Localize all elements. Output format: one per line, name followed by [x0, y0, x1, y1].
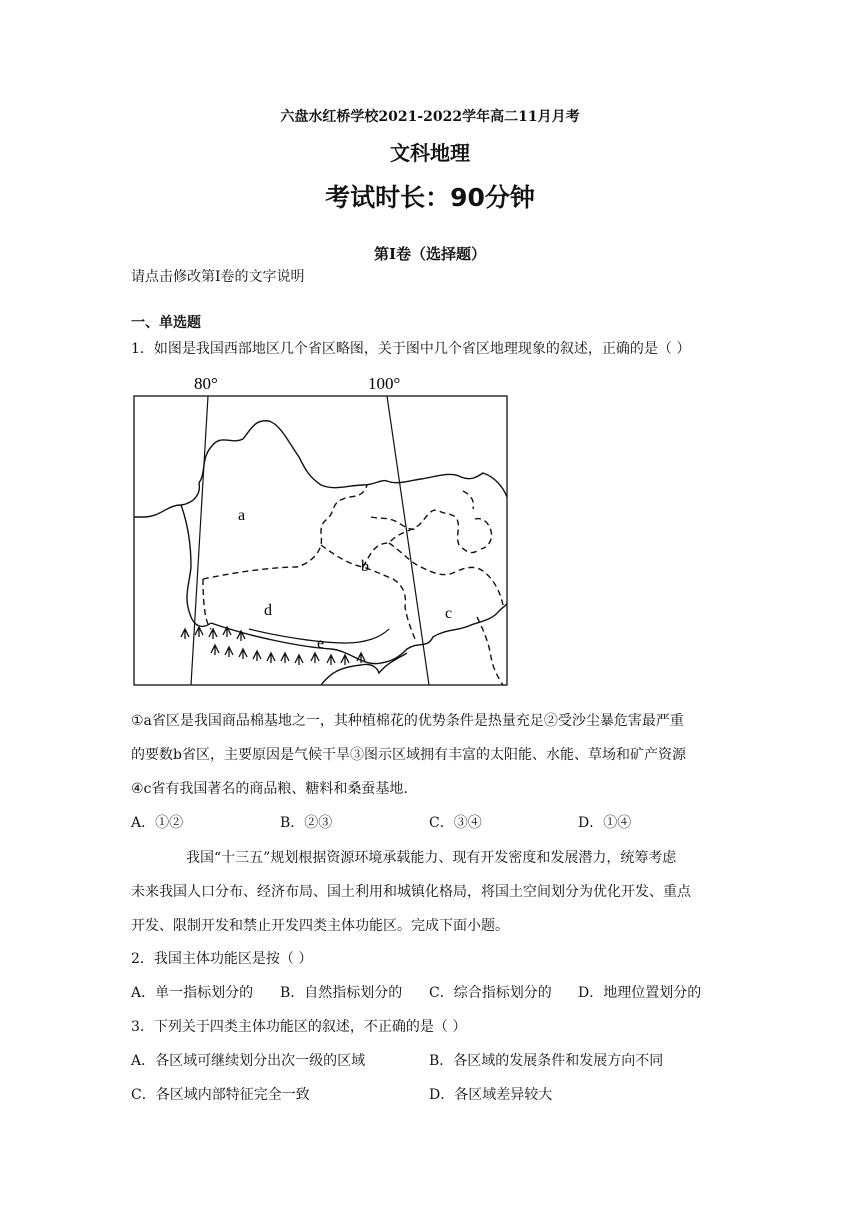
q1-statement-line-2: 的要数b省区，主要原因是气候干旱③图示区域拥有丰富的太阳能、水能、草场和矿产资源 [131, 747, 686, 763]
exam-duration: 考试时长：90分钟 [325, 183, 535, 212]
q1-option-d[interactable]: D．①④ [578, 815, 632, 831]
q2-option-c[interactable]: C．综合指标划分的 [429, 985, 552, 1001]
q1-option-a[interactable]: A．①② [131, 815, 184, 831]
q2-option-d[interactable]: D．地理位置划分的 [578, 985, 702, 1001]
q2-stem: 2．我国主体功能区是按（ ） [131, 951, 313, 967]
outer-boundary [134, 421, 507, 517]
volume-note: 请点击修改第I卷的文字说明 [131, 269, 305, 285]
longitude-line-80 [191, 396, 208, 685]
q2-option-b[interactable]: B．自然指标划分的 [280, 985, 403, 1001]
lon-label-80: 80° [194, 374, 218, 393]
q1-option-c[interactable]: C．③④ [429, 815, 482, 831]
passage-line-1: 我国“十三五”规划根据资源环境承载能力、现有开发密度和发展潜力，统筹考虑 [186, 850, 677, 866]
lon-label-100: 100° [368, 374, 401, 393]
q2-option-a[interactable]: A．单一指标划分的 [131, 985, 254, 1001]
region-label-e: e [317, 635, 325, 652]
q1-statement-line-3: ④c省有我国著名的商品粮、糖料和桑蚕基地. [131, 781, 408, 797]
mountain-symbols [181, 627, 365, 665]
school-line: 六盘水红桥学校2021-2022学年高二11月月考 [280, 109, 580, 125]
longitude-line-100 [387, 396, 429, 685]
q1-statement-line-1: ①a省区是我国商品棉基地之一，其种植棉花的优势条件是热量充足②受沙尘暴危害最严重 [131, 713, 684, 729]
province-boundaries [203, 485, 503, 685]
q1-option-b[interactable]: B．②③ [280, 815, 333, 831]
subject-title: 文科地理 [390, 141, 470, 165]
q3-option-d[interactable]: D．各区域差异较大 [429, 1087, 553, 1103]
q1-stem: 1．如图是我国西部地区几个省区略图，关于图中几个省区地理现象的叙述，正确的是（ ） [131, 341, 691, 357]
q3-option-c[interactable]: C．各区域内部特征完全一致 [131, 1087, 310, 1103]
q3-option-a[interactable]: A．各区域可继续划分出次一级的区域 [131, 1053, 366, 1069]
passage-line-3: 开发、限制开发和禁止开发四类主体功能区。完成下面小题。 [131, 918, 509, 934]
region-label-a: a [238, 507, 246, 524]
western-china-map [131, 367, 521, 689]
section-title: 一、单选题 [131, 315, 201, 331]
region-label-d: d [264, 602, 272, 619]
passage-line-2: 未来我国人口分布、经济布局、国土利用和城镇化格局，将国土空间划分为优化开发、重点 [131, 884, 691, 900]
volume-title: 第I卷（选择题） [373, 245, 487, 263]
q3-stem: 3．下列关于四类主体功能区的叙述，不正确的是（ ） [131, 1019, 467, 1035]
q3-option-b[interactable]: B．各区域的发展条件和发展方向不同 [429, 1053, 664, 1069]
region-label-b: b [361, 558, 369, 575]
region-label-c: c [445, 605, 453, 622]
